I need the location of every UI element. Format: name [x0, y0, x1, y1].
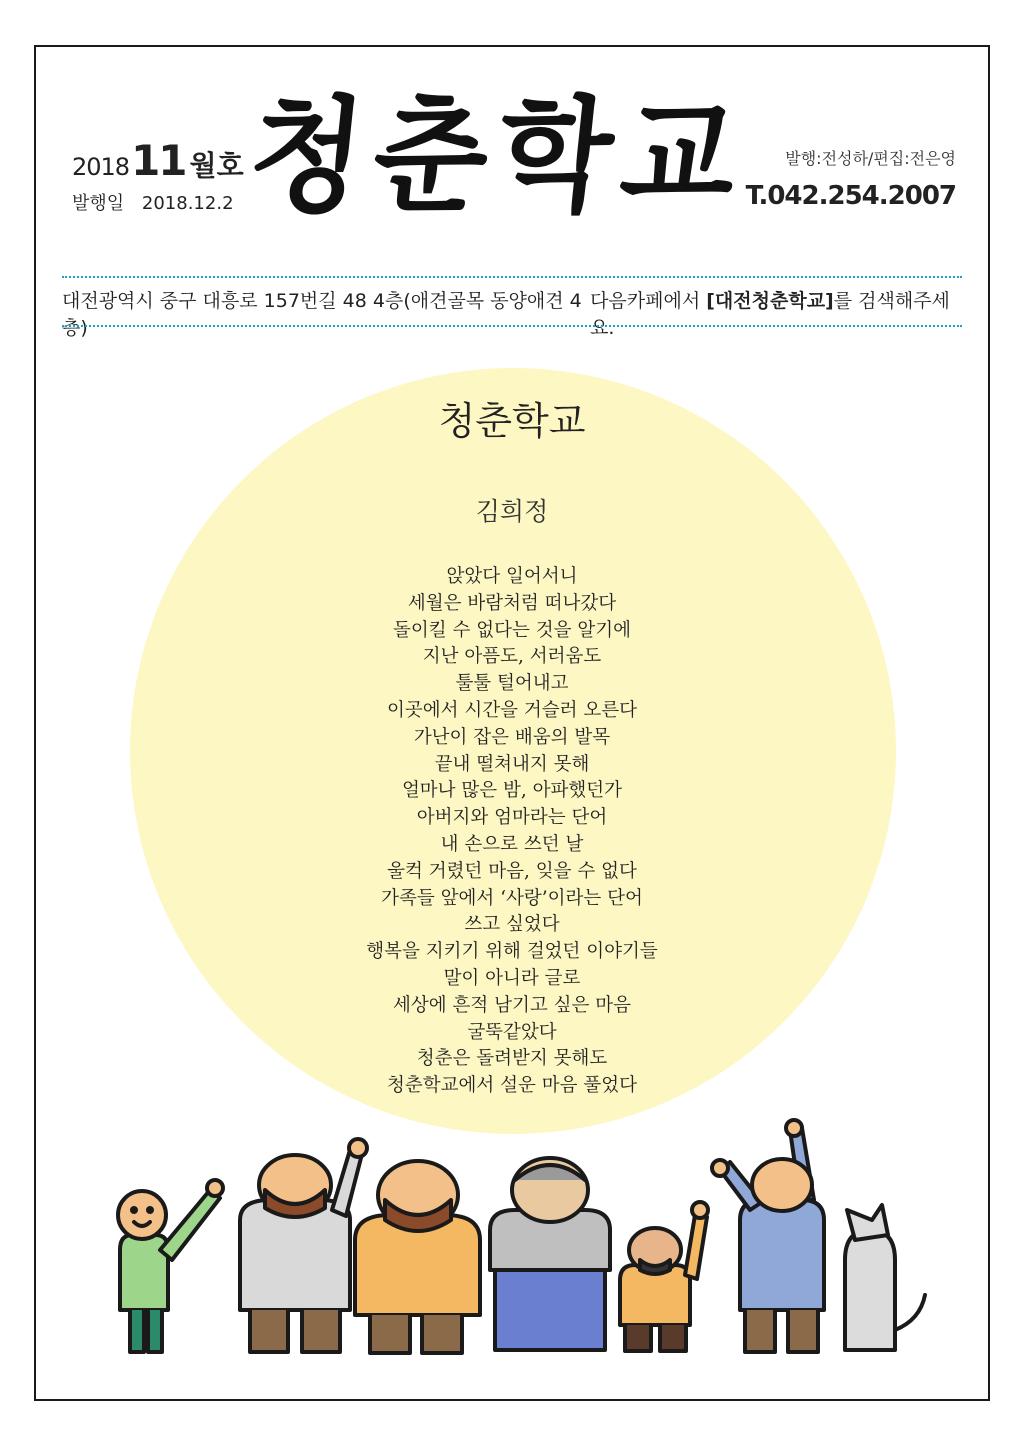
poem-line: 세월은 바람처럼 떠나갔다 — [407, 592, 617, 614]
issue-info — [72, 136, 244, 215]
poem-line: 내 손으로 쓰던 날 — [440, 833, 584, 855]
cafe-prefix: 다음카페에서 — [590, 290, 701, 312]
publish-date-label: 발행일 — [72, 193, 125, 214]
figure-child-green — [118, 1180, 223, 1352]
poem-line: 아버지와 엄마라는 단어 — [416, 807, 608, 829]
poem-line: 얼마나 많은 밤, 아파했던가 — [401, 780, 623, 802]
figure-man-blue — [712, 1120, 824, 1352]
issue-month-label: 월호 — [189, 149, 244, 182]
poem-line: 청춘은 돌려받지 못해도 — [416, 1048, 608, 1070]
poem-author: 김희정 — [475, 497, 549, 526]
figure-dog — [845, 1205, 925, 1350]
poem-line: 돌이킬 수 없다는 것을 알기에 — [393, 619, 631, 641]
poem-line: 청춘학교에서 설운 마음 풀었다 — [387, 1075, 637, 1097]
figure-man-gray — [240, 1139, 367, 1352]
figure-man-orange — [355, 1161, 480, 1353]
cafe-name: [대전청춘학교] — [706, 290, 834, 312]
poem-line: 말이 아니라 글로 — [443, 967, 581, 989]
poem-line: 행복을 지키기 위해 걸었던 이야기들 — [366, 941, 658, 963]
figure-child-small — [620, 1202, 708, 1351]
masthead-logo — [242, 82, 770, 229]
publish-date: 2018.12.2 — [141, 193, 234, 214]
publisher-info — [746, 146, 956, 211]
cafe-info — [590, 286, 962, 340]
masthead-calligraphy: 청춘학교 — [242, 82, 754, 229]
poem-line: 앉았다 일어서니 — [446, 566, 578, 587]
poem-line: 툴툴 털어내고 — [455, 673, 569, 695]
poem-line: 쓰고 싶었다 — [464, 914, 560, 936]
poem-line: 가난이 잡은 배움의 발목 — [413, 726, 611, 748]
address-text: 대전광역시 중구 대흥로 157번길 48 4층(애견골목 동양애견 4층) — [62, 290, 582, 339]
poem-line: 굴뚝같았다 — [467, 1021, 557, 1043]
poem-line: 가족들 앞에서 ‘사랑’이라는 단어 — [381, 887, 643, 909]
poem-line: 세상에 흔적 남기고 싶은 마음 — [393, 994, 631, 1016]
poem-line: 이곳에서 시간을 거슬러 오른다 — [387, 699, 637, 721]
poem-line: 지난 아픔도, 서러움도 — [422, 646, 602, 668]
family-pointing-illustration — [100, 1110, 940, 1360]
poem-line: 끝내 떨쳐내지 못해 — [434, 753, 590, 775]
poem-body — [0, 564, 1024, 1100]
phone-number: T.042.254.2007 — [745, 181, 956, 211]
issue-year: 2018 — [72, 153, 130, 181]
cafe-suffix: 를 검색해주세요. — [590, 290, 950, 339]
dotted-divider-top — [62, 276, 962, 278]
issue-month-number: 11 — [131, 136, 186, 185]
poem-title: 청춘학교 — [438, 399, 586, 443]
poem-line: 울컥 거렸던 마음, 잊을 수 없다 — [387, 860, 637, 882]
dotted-divider-bottom — [62, 325, 962, 327]
figure-woman-blue — [490, 1158, 610, 1350]
editors-credit: 발행:전성하/편집:전은영 — [785, 149, 956, 168]
address-bar — [62, 286, 962, 340]
